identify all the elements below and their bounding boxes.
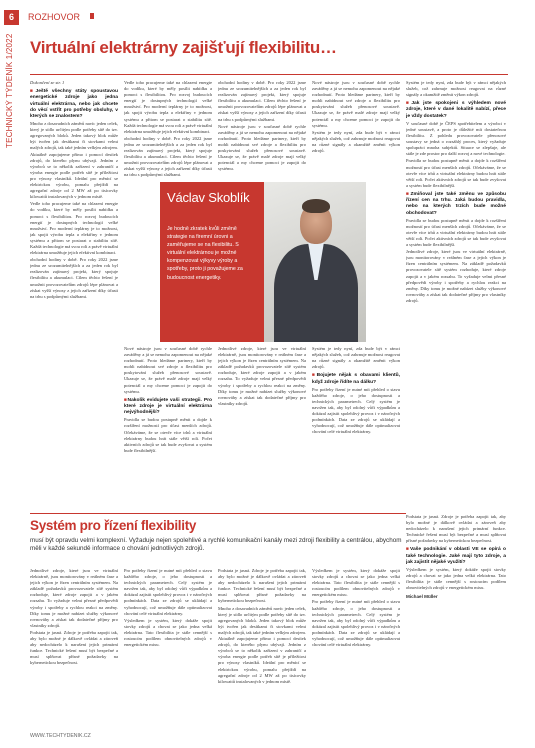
question-3: ■ Jak jste spokojeni s výhledem nové zdroje, které v dané lokalitě nabízí, přece je vždy dostatek?	[406, 101, 506, 120]
body-text: Vedle toho pracujeme také na chlazení energie do vodíku, které by měly posílit nabídku a pomoci s flexibilitou. Pro rozvoj budoucích energií je dostupných technologií velké množství. Pro moderní teplárny je to možnost, jak spojit výrobu tepla a elektřiny v jednom systému a přitom se postarat o stabilitu sítě. Každá technologie má svou roli a právě virtuální elektrárna umožňuje jejich efektivní kombinaci.	[124, 80, 212, 134]
section-rule	[30, 513, 406, 514]
column-3	[218, 80, 306, 178]
headline: Virtuální elektrárny zajišťují flexibilitu…	[30, 38, 337, 57]
column-9	[312, 568, 400, 728]
body-text: Vedle toho pracujeme také na chlazení energie do vodíku, které by měly posílit nabídku a pomoci s flexibilitou. Pro rozvoj budoucích energií je dostupných technologií velké množství. Pro moderní teplárny je to možnost, jak spojit výrobu tepla a elektřiny v jednom systému a přitom se postarat o stabilitu sítě. Každá technologie má svou roli a právě virtuální elektrárna umožňuje jejich efektivní kombinaci.	[30, 201, 118, 256]
column-4-lower	[312, 346, 400, 508]
column-2	[124, 80, 212, 178]
pull-quote-box	[160, 182, 264, 342]
page-number: 6	[4, 10, 19, 25]
column-7	[124, 568, 212, 728]
body-text: Výsledkem je systém, který dokáže spojit stovky zdrojů a chovat se jako jedna velká elektrárna. Tato flexibilita je stále cennější s rostoucím podílem obnovitelných zdrojů v energetickém mixu.	[406, 567, 506, 591]
column-4	[312, 80, 400, 178]
question-7: ■ Vaše podnikání v oblasti VE se opírá o také technologie. Jaké mají tyto zdroje, a jak zajistit nějaké využití?	[406, 547, 506, 566]
body-text: Nové nástroje jsou v současné době rychle zaváděny a já se nemohu zapomenout na nějaké rozhodnutí. Proto hledáme partnery, kteří by mohli nabídnout své zdroje a flexibilitu pro poskytování služeb přenosové soustavě. Ukazuje se, že právě malé zdroje mají velký potenciál a my chceme pomoci je zapojit do systému.	[124, 346, 212, 394]
column-3-lower	[218, 346, 306, 508]
column-8	[218, 568, 306, 728]
body-text: Pro potřeby řízení je nutné mít přehled o stavu každého zdroje, o jeho dostupnosti a technických parametrech. Celý systém je navržen tak, aby byl odolný vůči výpadkům a dokázal zajistit spolehlivý provoz i v náročných podmínkách. Data ze zdrojů se ukládají a vyhodnocují, což umožňuje dále optimalizovat chování celé virtuální elektrárny.	[312, 386, 400, 435]
body-text: Jednotlivé zdroje, které jsou ve virtuální elektrárně, jsou monitorovány v reálném čase a jejich výkon je řízen centrálním systémem. Na základě požadavků provozovatele sítě systém rozhoduje, které zdroje zapojit a v jakém rozsahu. To vyžaduje velmi přesné předpovědi výroby i spotřeby a rychlou reakci na změny. Díky tomu je možné nabízet služby výkonové rovnováhy a získat tak dodatečné příjmy pro vlastníky zdrojů.	[406, 249, 506, 303]
body-text: Systém je tedy nyní, zda bude být v rámci nějakých služeb, což zahrnuje možnost reagovat na různé signály a okamžitě změnit výkon zdrojů.	[312, 129, 400, 154]
body-text: Jednotlivé zdroje, které jsou ve virtuální elektrárně, jsou monitorovány v reálném čase a jejich výkon je řízen centrálním systémem. Na základě požadavků provozovatele sítě systém rozhoduje, které zdroje zapojit a v jakém rozsahu. To vyžaduje velmi přesné předpovědi výroby i spotřeby a rychlou reakci na změny. Díky tomu je možné nabízet služby výkonové rovnováhy a získat tak dodatečné příjmy pro vlastníky zdrojů.	[218, 346, 306, 406]
body-text: Podstata je jasná. Zdroje je potřeba zapojit tak, aby bylo možné je dálkově ovládat a zároveň aby nedocházelo k narušení jejich primární funkce. Technické řešení musí být bezpečné a musí splňovat přísné požadavky na kybernetickou bezpečnost.	[218, 568, 306, 604]
sub-intro: musí být opravdu velmi komplexní. Vyžaduje nejen spolehlivé a rychlé komunikační kanály mezi zdroji flexibility a centrálou, abychom měli v každé sekundě informace o chování jednotlivých zdrojů.	[30, 537, 402, 553]
body-text: obchodní hodiny v době. Pro roky 2022 jsme jednu ze srozumitelnějších a za jeden rok byl realizován zajímavý projekt, který spojuje flexibilitu a akumulaci. Cílem těchto řešení je umožnit provozovatelům zdrojů lépe plánovat a získat vyšší výnosy z jejich zařízení díky účasti na trhu s podpůrnými službami.	[30, 257, 118, 299]
body-text: Nové nástroje jsou v současné době rychle zaváděny a já se nemohu zapomenout na nějaké rozhodnutí. Proto hledáme partnery, kteří by mohli nabídnout své zdroje a flexibilitu pro poskytování služeb přenosové soustavě. Ukazuje se, že právě malé zdroje mají velký potenciál a my chceme pomoci je zapojit do systému.	[218, 123, 306, 172]
headline-rule	[30, 74, 508, 75]
question-5: ■ Nakolik evidujete vaši strategii. Pro které zdroje je virtuální elektrárna nejvýhodnější?	[124, 398, 212, 417]
body-text: Jednotlivé zdroje, které jsou ve virtuální elektrárně, jsou monitorovány v reálném čase a jejich výkon je řízen centrálním systémem. Na základě požadavků provozovatele sítě systém rozhoduje, které zdroje zapojit a v jakém rozsahu. To vyžaduje velmi přesné předpovědi výroby i spotřeby a rychlou reakci na změny. Díky tomu je možné nabízet služby výkonové rovnováhy a získat tak dodatečné příjmy pro vlastníky zdrojů.	[30, 568, 118, 628]
column-5	[406, 80, 506, 510]
body-text: Mnoho z dosavadních záměrů navíc jeden celek, který je sídlo určitým podle potřeby sítě do tzv. agregovaných bloků. Jeden takový blok může být tvořen jak desítkami či stovkami velmi malých zdrojů, tak také jedním velkým zdrojem. Aktuálně zapojujeme přímo i pomocí desítek zdrojů, do kterého plynu ubývají. Jedním z výrobců se to několik zařízení v zahraničí a výroba energie podle potřeb sítě je příležitost pro výnosy vlastníků. Ideální pro měnící se elektrickou výrobu, pomalu přejíždí na agregační zdroje od 2 MW až po tisícovky kilowattů instalovaných v jednom místě.	[30, 121, 118, 200]
body-text: Systém je tedy nyní, zda bude být v rámci nějakých služeb, což zahrnuje možnost reagovat na různé signály a okamžitě změnit výkon zdrojů.	[312, 346, 400, 370]
question-4: ■ Zmiňoval jste také změnu ve způsobu řízení cen na trhu. Jaká budou pravidla, nebo na kterých trzích bude možné obchodovat?	[406, 192, 506, 217]
section-label: ROZHOVOR	[28, 12, 81, 22]
portrait-photo	[264, 182, 366, 342]
footer-url: WWW.TECHTYDENIK.CZ	[30, 733, 91, 739]
body-text: Pravidla se budou postupně měnit a dojde k rozšíření možností pro účast menších zdrojů. Očekáváme, že se otevře více trhů a virtuální elektrárny budou hrát stále větší roli. Počet aktivních zdrojů se tak bude zvyšovat a systém bude flexibilnější.	[406, 158, 506, 188]
body-text: Pravidla se budou postupně měnit a dojde k rozšíření možností pro účast menších zdrojů. Očekáváme, že se otevře více trhů a virtuální elektrárny budou hrát stále větší roli. Počet aktivních zdrojů se tak bude zvyšovat a systém bude flexibilnější.	[124, 417, 212, 453]
body-text: Pravidla se budou postupně měnit a dojde k rozšíření možností pro účast menších zdrojů. Očekáváme, že se otevře více trhů a virtuální elektrárny budou hrát stále větší roli. Počet aktivních zdrojů se tak bude zvyšovat a systém bude flexibilnější.	[406, 217, 506, 248]
column-6	[30, 568, 118, 728]
body-text: Pro potřeby řízení je nutné mít přehled o stavu každého zdroje, o jeho dostupnosti a technických parametrech. Celý systém je navržen tak, aby byl odolný vůči výpadkům a dokázal zajistit spolehlivý provoz i v náročných podmínkách. Data ze zdrojů se ukládají a vyhodnocují, což umožňuje dále optimalizovat chování celé virtuální elektrárny.	[124, 568, 212, 616]
body-text: V současné době je ČEPS spotřebitelem a výrobci v jedné soustavě, a proto je důležité mít dostatečnou flexibilitu. Z pohledu provozovatele přenosové soustavy se jedná o rozsáhlý proces, který vyžaduje spolupráci mnoha subjektů. Situace se zlepšuje, ale stále je zde prostor pro další rozvoj a nové technologie.	[406, 120, 506, 157]
pull-quote-text: Je hodně zkratek kvůli změně strategie na firemní úrovni a zaměřujeme se na flexibilitu. S virtuální elektrárnou je možné kompenzovat výkyvy výroby a spotřeby, proto ji považujeme za budoucnost energetiky.	[167, 226, 243, 281]
column-10	[406, 514, 506, 730]
column-1	[30, 80, 118, 510]
photo-hair	[302, 199, 330, 213]
column-2-lower	[124, 346, 212, 508]
body-text: Podstata je jasná. Zdroje je potřeba zapojit tak, aby bylo možné je dálkově ovládat a zároveň aby nedocházelo k narušení jejich primární funkce. Technické řešení musí být bezpečné a musí splňovat přísné požadavky na kybernetickou bezpečnost.	[406, 514, 506, 544]
question-6: ■ Bojujete nějak s obavami klientů, když zdroje řídíte na dálku?	[312, 373, 400, 385]
body-text: Nové nástroje jsou v současné době rychle zaváděny a já se nemohu zapomenout na nějaké rozhodnutí. Proto hledáme partnery, kteří by mohli nabídnout své zdroje a flexibilitu pro poskytování služeb přenosové soustavě. Ukazuje se, že právě malé zdroje mají velký potenciál a my chceme pomoci je zapojit do systému.	[312, 80, 400, 128]
sub-headline: Systém pro řízení flexibility	[30, 518, 197, 533]
body-text: obchodní hodiny v době. Pro roky 2022 jsme jednu ze srozumitelnějších a za jeden rok byl realizován zajímavý projekt, který spojuje flexibilitu a akumulaci. Cílem těchto řešení je umožnit provozovatelům zdrojů lépe plánovat a získat vyšší výnosy z jejich zařízení díky účasti na trhu s podpůrnými službami.	[124, 135, 212, 178]
author-signature: Michael Müller	[406, 594, 438, 600]
body-text: Mnoho z dosavadních záměrů navíc jeden celek, který je sídlo určitým podle potřeby sítě do tzv. agregovaných bloků. Jeden takový blok může být tvořen jak desítkami či stovkami velmi malých zdrojů, tak také jedním velkým zdrojem. Aktuálně zapojujeme přímo i pomocí desítek zdrojů, do kterého plynu ubývají. Jedním z výrobců se to několik zařízení v zahraničí a výroba energie podle potřeb sítě je příležitost pro výnosy vlastníků. Ideální pro měnící se elektrickou výrobu, pomalu přejíždí na agregační zdroje od 2 MW až po tisícovky kilowattů instalovaných v jednom místě.	[218, 605, 306, 684]
section-marker	[90, 13, 94, 19]
author-line: Dokončení ze str. 1	[30, 80, 65, 85]
body-text: Pro potřeby řízení je nutné mít přehled o stavu každého zdroje, o jeho dostupnosti a technických parametrech. Celý systém je navržen tak, aby byl odolný vůči výpadkům a dokázal zajistit spolehlivý provoz i v náročných podmínkách. Data ze zdrojů se ukládají a vyhodnocují, což umožňuje dále optimalizovat chování celé virtuální elektrárny.	[312, 599, 400, 648]
publication-title: TECHNICKÝ TÝDENÍK 1/2022	[5, 34, 14, 149]
body-text: obchodní hodiny v době. Pro roky 2022 jsme jednu ze srozumitelnějších a za jeden rok byl realizován zajímavý projekt, který spojuje flexibilitu a akumulaci. Cílem těchto řešení je umožnit provozovatelům zdrojů lépe plánovat a získat vyšší výnosy z jejich zařízení díky účasti na trhu s podpůrnými službami.	[218, 80, 306, 122]
sidebar	[0, 0, 22, 748]
body-text: Podstata je jasná. Zdroje je potřeba zapojit tak, aby bylo možné je dálkově ovládat a zároveň aby nedocházelo k narušení jejich primární funkce. Technické řešení musí být bezpečné a musí splňovat přísné požadavky na kybernetickou bezpečnost.	[30, 629, 118, 666]
interviewee-name: Václav Skoblík	[167, 190, 250, 205]
body-text: Systém je tedy nyní, zda bude být v rámci nějakých služeb, což zahrnuje možnost reagovat na různé signály a okamžitě změnit výkon zdrojů.	[406, 80, 506, 98]
question-1: ■ Ještě všechny státy spoustavou energetické zdroje jako jedna virtuální elektrárna, nebo jak chcete do věcí vstřít pro potřeby obsluhy, v kterých se znalostem?	[30, 89, 118, 120]
body-text: Výsledkem je systém, který dokáže spojit stovky zdrojů a chovat se jako jedna velká elektrárna. Tato flexibilita je stále cennější s rostoucím podílem obnovitelných zdrojů v energetickém mixu.	[312, 568, 400, 598]
body-text: Výsledkem je systém, který dokáže spojit stovky zdrojů a chovat se jako jedna velká elektrárna. Tato flexibilita je stále cennější s rostoucím podílem obnovitelných zdrojů v energetickém mixu.	[124, 617, 212, 648]
